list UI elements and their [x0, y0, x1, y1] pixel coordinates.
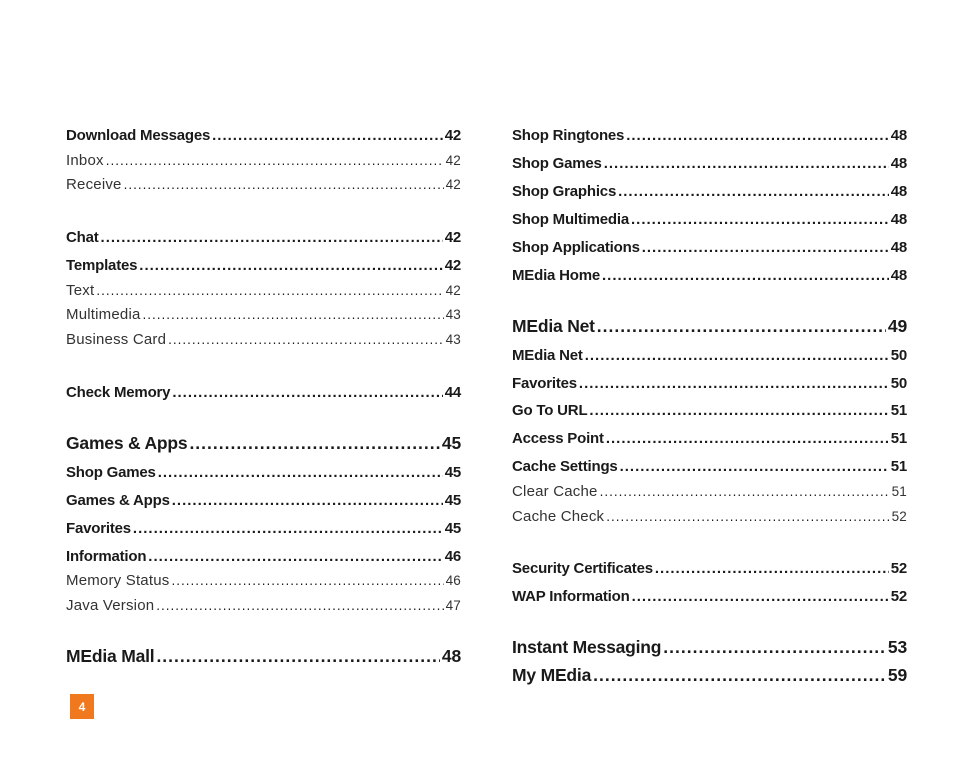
toc-entry-label: Business Card [66, 331, 167, 348]
toc-entry-page: 48 [890, 211, 907, 228]
toc-entry [512, 559, 907, 579]
toc-entry [512, 154, 907, 174]
toc-entry-page: 48 [890, 239, 907, 256]
toc-leader-dots [156, 596, 443, 616]
toc-entry [66, 305, 461, 325]
toc-entry-label: Shop Games [66, 464, 156, 481]
toc-entry-label: Text [66, 282, 95, 299]
toc-entry [66, 256, 461, 276]
toc-entry-page: 51 [890, 430, 907, 447]
toc-entry [512, 507, 907, 527]
toc-entry-page: 45 [444, 492, 461, 509]
toc-leader-dots [602, 266, 889, 286]
toc-leader-dots [124, 175, 444, 195]
toc-entry-page: 44 [444, 384, 461, 401]
toc-entry [66, 383, 461, 403]
toc-entry-page: 46 [444, 548, 461, 565]
toc-entry [66, 175, 461, 195]
toc-entry-page: 47 [445, 598, 461, 613]
toc-leader-dots [632, 587, 889, 607]
toc-leader-dots [589, 401, 888, 421]
toc-entry [512, 482, 907, 502]
toc-entry-label: WAP Information [512, 588, 630, 605]
toc-leader-dots [655, 559, 889, 579]
toc-entry-label: My MEdia [512, 665, 592, 685]
toc-entry-label: Multimedia [66, 306, 141, 323]
toc-entry-page: 49 [887, 316, 907, 336]
toc-entry [512, 210, 907, 230]
page-number-badge: 4 [70, 694, 94, 719]
toc-entry-label: Check Memory [66, 384, 171, 401]
toc-entry-page: 48 [441, 646, 461, 666]
toc-entry-page: 50 [890, 347, 907, 364]
toc-entry-page: 45 [441, 433, 461, 453]
toc-entry-page: 48 [890, 155, 907, 172]
toc-leader-dots [158, 463, 443, 483]
toc-entry-page: 51 [890, 402, 907, 419]
toc-entry-label: Shop Applications [512, 239, 640, 256]
toc-entry-label: Shop Games [512, 155, 602, 172]
toc-entry [512, 429, 907, 449]
toc-entry-page: 42 [444, 257, 461, 274]
toc-entry [66, 491, 461, 511]
toc-leader-dots [171, 571, 443, 591]
toc-entry-page: 48 [890, 127, 907, 144]
toc-entry-label: Shop Multimedia [512, 211, 630, 228]
toc-leader-dots [585, 346, 889, 366]
toc-leader-dots [172, 383, 442, 403]
toc-leader-dots [156, 646, 439, 666]
toc-leader-dots [600, 482, 890, 502]
toc-leader-dots [620, 457, 889, 477]
toc-entry-page: 50 [890, 375, 907, 392]
toc-entry-label: Java Version [66, 597, 155, 614]
toc-entry-label: Clear Cache [512, 483, 598, 500]
toc-leader-dots [579, 374, 889, 394]
toc-entry [512, 182, 907, 202]
toc-entry-label: Receive [66, 176, 122, 193]
toc-entry-page: 48 [890, 267, 907, 284]
toc-entry [66, 646, 461, 666]
toc-entry-page: 42 [444, 127, 461, 144]
toc-entry-page: 43 [445, 307, 461, 322]
toc-entry [66, 571, 461, 591]
toc-leader-dots [618, 182, 889, 202]
toc-leader-dots [642, 238, 889, 258]
toc-entry [512, 126, 907, 146]
toc-entry-page: 42 [444, 229, 461, 246]
toc-entry-label: Shop Ringtones [512, 127, 625, 144]
toc-leader-dots [139, 256, 442, 276]
toc-entry-label: Security Certificates [512, 560, 653, 577]
toc-entry [66, 463, 461, 483]
toc-entry-label: Inbox [66, 152, 104, 169]
toc-entry [66, 596, 461, 616]
toc-entry-label: Access Point [512, 430, 604, 447]
toc-entry-page: 45 [444, 464, 461, 481]
toc-entry [66, 433, 461, 453]
toc-leader-dots [593, 665, 886, 685]
toc-entry [512, 665, 907, 685]
toc-entry-page: 52 [890, 560, 907, 577]
toc-leader-dots [106, 151, 444, 171]
toc-leader-dots [143, 305, 444, 325]
toc-leader-dots [148, 547, 442, 567]
toc-leader-dots [606, 429, 889, 449]
toc-entry-page: 45 [444, 520, 461, 537]
toc-entry-page: 43 [445, 332, 461, 347]
toc-leader-dots [96, 281, 443, 301]
toc-entry [512, 374, 907, 394]
toc-leader-dots [168, 330, 443, 350]
toc-entry [512, 401, 907, 421]
toc-entry-label: Memory Status [66, 572, 170, 589]
toc-entry [512, 457, 907, 477]
toc-entry [66, 281, 461, 301]
toc-entry-page: 48 [890, 183, 907, 200]
toc-entry-page: 42 [445, 283, 461, 298]
toc-entry-label: Games & Apps [66, 492, 170, 509]
toc-entry-page: 59 [887, 665, 907, 685]
toc-entry-label: Templates [66, 257, 138, 274]
toc-leader-dots [663, 637, 886, 657]
toc-entry [66, 228, 461, 248]
toc-leader-dots [604, 154, 889, 174]
toc-entry-label: Information [66, 548, 147, 565]
toc-entry-page: 52 [890, 588, 907, 605]
toc-entry-label: Download Messages [66, 127, 211, 144]
toc-entry [512, 587, 907, 607]
toc-entry-label: Go To URL [512, 402, 588, 419]
toc-entry-label: MEdia Home [512, 267, 601, 284]
toc-entry-page: 52 [891, 509, 907, 524]
toc-entry-page: 53 [887, 637, 907, 657]
toc-entry-label: Favorites [66, 520, 131, 537]
toc-entry-label: Games & Apps [66, 433, 188, 453]
toc-entry [512, 266, 907, 286]
toc-entry [66, 151, 461, 171]
toc-leader-dots [597, 316, 886, 336]
toc-leader-dots [189, 433, 439, 453]
toc-entry-page: 42 [445, 177, 461, 192]
toc-entry-label: Cache Check [512, 508, 605, 525]
toc-entry-label: MEdia Mall [66, 646, 155, 666]
toc-entry [512, 346, 907, 366]
toc-leader-dots [631, 210, 889, 230]
toc-entry-label: Shop Graphics [512, 183, 617, 200]
toc-entry-label: Instant Messaging [512, 637, 662, 657]
toc-leader-dots [606, 507, 889, 527]
toc-entry-label: Cache Settings [512, 458, 618, 475]
toc-leader-dots [212, 126, 443, 146]
toc-entry [512, 637, 907, 657]
toc-entry-label: MEdia Net [512, 347, 583, 364]
toc-entry-page: 42 [445, 153, 461, 168]
toc-entry [66, 126, 461, 146]
toc-entry [66, 547, 461, 567]
toc-entry-page: 46 [445, 573, 461, 588]
toc-entry [66, 519, 461, 539]
toc-entry [66, 330, 461, 350]
toc-leader-dots [133, 519, 443, 539]
toc-entry [512, 238, 907, 258]
toc-entry [512, 316, 907, 336]
toc-entry-label: MEdia Net [512, 316, 595, 336]
toc-leader-dots [172, 491, 443, 511]
toc-entry-label: Chat [66, 229, 99, 246]
toc-leader-dots [101, 228, 443, 248]
toc-entry-page: 51 [891, 484, 907, 499]
toc-leader-dots [626, 126, 889, 146]
toc-entry-page: 51 [890, 458, 907, 475]
toc-entry-label: Favorites [512, 375, 577, 392]
